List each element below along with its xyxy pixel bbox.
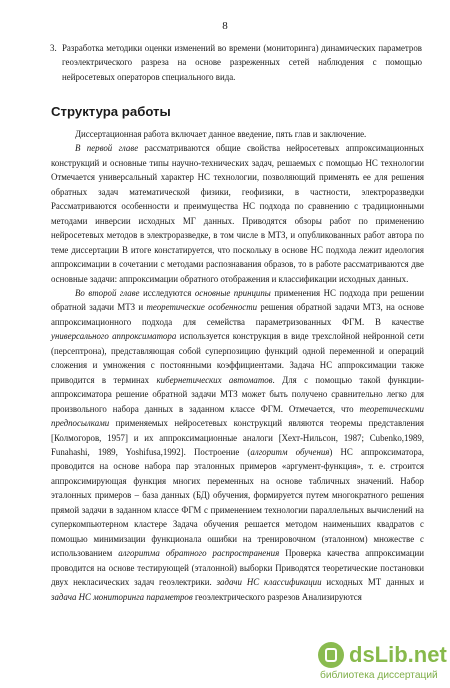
chapter2-premises: теоретическими предпосылками (51, 403, 424, 429)
page-number: 8 (222, 20, 228, 32)
list-item-number: 3. (50, 43, 57, 53)
chapter2-text-9: исходных МТ данных и (321, 577, 424, 588)
chapter1-paragraph (51, 141, 424, 286)
chapter2-backprop: алгоритма обратного распространения (118, 548, 280, 559)
watermark-site: dsLib.net (349, 642, 447, 667)
watermark (318, 642, 446, 684)
section-heading: Структура работы (51, 104, 171, 119)
chapter2-text-6: применяемых нейросетевых конструкций являются теоремы представления [Колмогоров, 1957] и их аппроксимационные аналоги [Хехт-Нильсон, 1987; Cubenko,1989, Funahashi, 1989, Yoshifusa,1992]. Построение ( (51, 418, 424, 457)
chapter2-approximator: универсального аппроксиматора (51, 331, 177, 342)
watermark-caption: библиотека диссертаций (320, 670, 438, 681)
chapter2-text-10: геоэлектрического разрезов Анализируются (192, 591, 362, 602)
chapter2-paragraph (51, 286, 424, 604)
chapter2-monitoring: задача НС мониторинга параметров (51, 591, 193, 602)
chapter2-automata: кибернетических автоматов (156, 374, 273, 385)
chapter1-lead: В первой главе (75, 143, 139, 154)
chapter2-features: теоретические особенности (146, 302, 258, 313)
chapter2-text-4: используется конструкция в виде трехслойной нейронной сети (персептрона), представляющая собой суперпозицию функций одной переменной и операций сложения и умножения с постоянными коэффициентами. Задача НС аппроксимации также приводится в терминах (51, 331, 424, 385)
chapter2-lead: Во второй главе (75, 287, 140, 298)
chapter2-text-1: исследуются (139, 287, 195, 298)
list-item-text: Разработка методики оценки изменений во времени (мониторинга) динамических параметров геоэлектрического разреза на основе разреженных сетей наблюдения с помощью нейросетевых операторов специального вида. (62, 43, 422, 82)
chapter2-text-2: применения НС подхода при решении обратной задачи МТЗ и (51, 287, 424, 313)
chapter2-principles: основные принципы (194, 287, 271, 298)
book-logo-icon (318, 642, 344, 668)
body-text (51, 127, 424, 604)
chapter2-algorithm: алгоритм обучения (250, 446, 330, 457)
chapter2-text-3: решения обратной задачи МТЗ, на основе аппроксимационного подхода для семейства параметризованных ФГМ. В качестве (51, 302, 424, 327)
chapter1-text: рассматриваются общие свойства нейросетевых аппроксимационных конструкций и основные типы научно-технических задач, решаемых с помощью НС технологии Отмечается универсальный характер НС технологии, позволяющий применять ее для решения обратных задач математической физики, геофизики, в частности, электроразведки Рассматриваются особенности и преимущества НС подхода по сравнению с традиционными методами инверсии исходных МГ данных. Приводятся обзоры работ по применению нейросетевых методов в электроразведке, в том числе в МТЗ, и опубликованных работ автора по теме диссертации В итоге констатируется, что поскольку в основе НС подхода лежит идеология аппроксимации в сочетании с методами распознавания образов, то в работе рассматриваются две основные задачи: аппроксимации обратного отображения и классификации исходных данных. (51, 143, 424, 284)
chapter2-text-5: . Для с помощью такой функции-аппроксиматора решение обратной задачи МТЗ может быть получено сравнительно легко для произвольного набора данных в заданном классе ФГМ. Отмечается, что (51, 374, 425, 414)
chapter2-text-8: Проверка качества аппроксимации проводится на основе тестирующей (эталонной) выборки Приводятся теоретические постановки двух некласических задач геоэлектрики. (51, 548, 425, 588)
list-item-3 (50, 41, 422, 84)
intro-paragraph: Диссертационная работа включает данное введение, пять глав и заключение. (75, 129, 367, 139)
chapter2-classification: задачи НС классификации (216, 577, 322, 588)
chapter2-text-7: ) НС аппроксиматора, проводится на основе набора пар эталонных примеров «аргумент-функция», т. е. строится аппроксимирующая функция многих переменных на основе табличных значений. Набор эталонных примеров – база данных (БД) обучения, формируется путем многократного решения прямой задачи в заданном классе ФГМ с применением технологии параллельных вычислений на суперкомпьютерном кластере Задача обучения решается методом наименьших квадратов с помощью минимизации функционала ошибки на тренировочном (эталонном) множестве с использованием (51, 446, 424, 559)
